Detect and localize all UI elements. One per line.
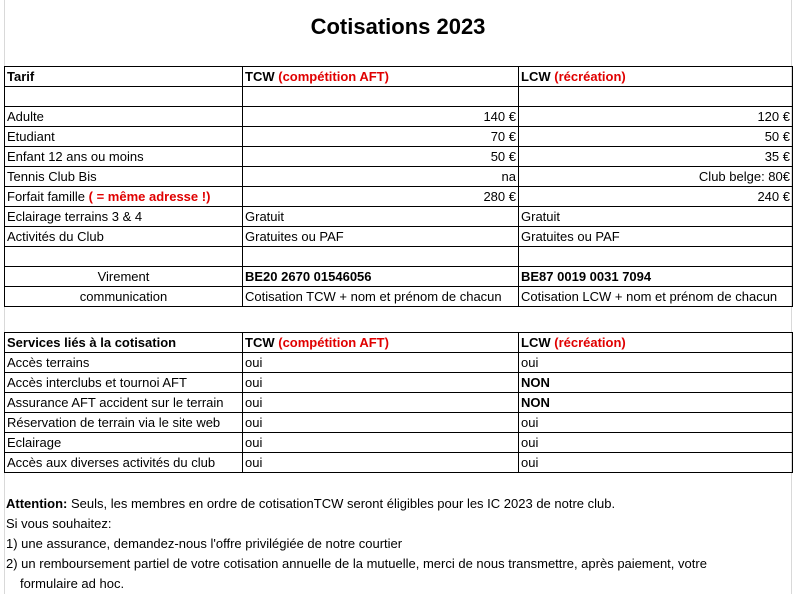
lcw-communication[interactable]: Cotisation LCW + nom et prénom de chacun [519,287,793,307]
tcw-value[interactable]: oui [243,453,519,473]
forfait-note: ( = même adresse !) [88,189,211,204]
note-line[interactable]: formulaire ad hoc. [20,576,125,591]
table-row [5,187,793,207]
table-row [5,413,793,433]
tcw-label: TCW [245,335,275,350]
lcw-value[interactable]: 35 € [519,147,793,167]
tcw-value[interactable]: 140 € [243,107,519,127]
table-row [5,353,793,373]
tcw-communication[interactable]: Cotisation TCW + nom et prénom de chacun [243,287,519,307]
table-row [5,373,793,393]
services-header-row [5,333,793,353]
virement-label[interactable]: Virement [5,267,243,287]
tcw-value[interactable]: oui [243,373,519,393]
table-row [5,393,793,413]
row-label[interactable]: Réservation de terrain via le site web [5,413,243,433]
tcw-value[interactable]: oui [243,393,519,413]
row-label[interactable]: Eclairage terrains 3 & 4 [5,207,243,227]
forfait-label: Forfait famille [7,189,86,204]
tcw-value[interactable]: 280 € [243,187,519,207]
lcw-label: LCW [521,335,551,350]
tcw-value[interactable]: 70 € [243,127,519,147]
row-label[interactable]: Activités du Club [5,227,243,247]
table-row [5,433,793,453]
note-line[interactable]: Si vous souhaitez: [6,516,112,531]
services-header-lcw[interactable] [519,333,793,353]
empty-cell[interactable] [5,247,243,267]
attention-line[interactable] [6,494,790,514]
lcw-value[interactable]: 50 € [519,127,793,147]
table-row [5,167,793,187]
tarif-header-row [5,67,793,87]
tcw-value[interactable]: Gratuites ou PAF [243,227,519,247]
attention-label: Attention: [6,496,68,511]
lcw-value[interactable]: 120 € [519,107,793,127]
communication-row [5,287,793,307]
tcw-note: (compétition AFT) [278,69,389,84]
lcw-value[interactable]: NON [519,373,793,393]
attention-text: Seuls, les membres en ordre de cotisationTCW seront éligibles pour les IC 2023 de notre club. [67,496,616,511]
tcw-value[interactable]: Gratuit [243,207,519,227]
tcw-value[interactable]: na [243,167,519,187]
row-label[interactable] [5,187,243,207]
lcw-value[interactable]: Club belge: 80€ [519,167,793,187]
empty-cell[interactable] [519,87,793,107]
lcw-note: (récréation) [554,335,626,350]
lcw-value[interactable]: Gratuit [519,207,793,227]
table-row [5,453,793,473]
tcw-value[interactable]: oui [243,413,519,433]
table-row [5,147,793,167]
row-label[interactable]: Adulte [5,107,243,127]
tarif-header-lcw[interactable] [519,67,793,87]
row-label[interactable]: Eclairage [5,433,243,453]
tcw-note: (compétition AFT) [278,335,389,350]
tcw-value[interactable]: oui [243,433,519,453]
row-label[interactable]: Accès interclubs et tournoi AFT [5,373,243,393]
empty-cell[interactable] [243,87,519,107]
lcw-value[interactable]: oui [519,433,793,453]
note-line[interactable]: 2) un remboursement partiel de votre cotisation annuelle de la mutuelle, merci de nous transmettre, après paiement, votre [6,556,707,571]
services-header-label[interactable]: Services liés à la cotisation [5,333,243,353]
table-row-empty [5,87,793,107]
table-row-empty [5,247,793,267]
empty-cell[interactable] [519,247,793,267]
tcw-value[interactable]: oui [243,353,519,373]
tarif-header-label[interactable]: Tarif [5,67,243,87]
tarif-table [4,66,793,307]
row-label[interactable]: Tennis Club Bis [5,167,243,187]
table-row [5,227,793,247]
row-label[interactable]: Accès terrains [5,353,243,373]
table-row [5,127,793,147]
row-label[interactable]: Assurance AFT accident sur le terrain [5,393,243,413]
services-table [4,332,793,473]
lcw-value[interactable]: oui [519,353,793,373]
services-header-tcw[interactable] [243,333,519,353]
tcw-label: TCW [245,69,275,84]
tcw-value[interactable]: 50 € [243,147,519,167]
tcw-iban[interactable]: BE20 2670 01546056 [243,267,519,287]
table-row [5,107,793,127]
lcw-note: (récréation) [554,69,626,84]
note-line[interactable]: 1) une assurance, demandez-nous l'offre privilégiée de notre courtier [6,536,403,551]
lcw-value[interactable]: Gratuites ou PAF [519,227,793,247]
table-row [5,207,793,227]
lcw-iban[interactable]: BE87 0019 0031 7094 [519,267,793,287]
lcw-label: LCW [521,69,551,84]
virement-row [5,267,793,287]
row-label[interactable]: Etudiant [5,127,243,147]
empty-cell[interactable] [5,87,243,107]
row-label[interactable]: Accès aux diverses activités du club [5,453,243,473]
lcw-value[interactable]: NON [519,393,793,413]
communication-label[interactable]: communication [5,287,243,307]
lcw-value[interactable]: oui [519,453,793,473]
page-title: Cotisations 2023 [310,14,486,39]
row-label[interactable]: Enfant 12 ans ou moins [5,147,243,167]
notes-section [6,494,790,594]
lcw-value[interactable]: oui [519,413,793,433]
empty-cell[interactable] [243,247,519,267]
tarif-header-tcw[interactable] [243,67,519,87]
lcw-value[interactable]: 240 € [519,187,793,207]
